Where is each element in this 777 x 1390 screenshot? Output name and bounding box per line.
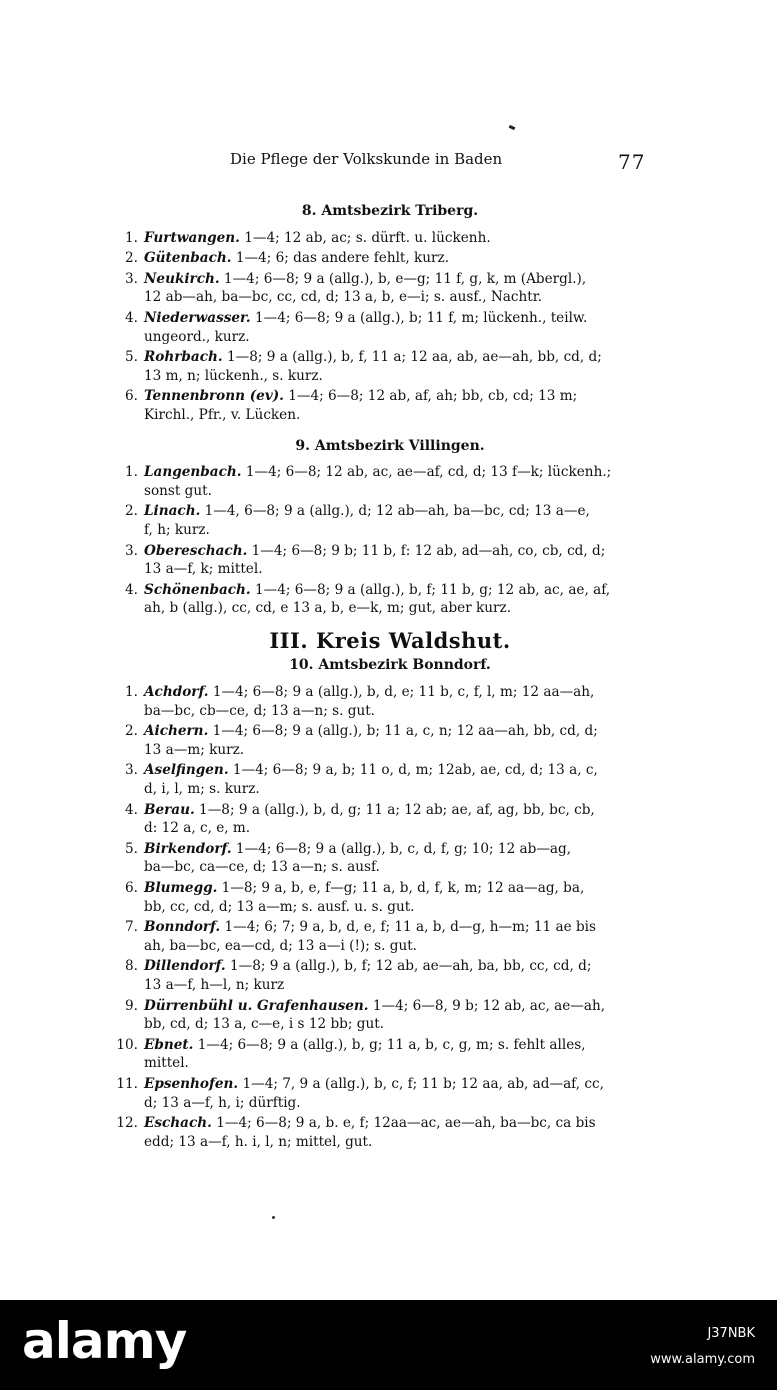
entry-text: 1—4; 12 ab, ac; s. dürft. u. lückenh. <box>239 229 491 246</box>
entry-text: 1—4; 6—8; 9 a (allg.), b, e—g; 11 f, g, k, m (Abergl.), <box>219 270 587 287</box>
list-item <box>110 801 670 838</box>
entry-text: 1—4; 6—8; 12 ab, ac, ae—af, cd, d; 13 f—k; lückenh.; <box>241 464 612 481</box>
list-item <box>110 348 670 385</box>
list-item <box>110 463 670 500</box>
town-name: Gütenbach. <box>144 250 232 267</box>
page-content <box>110 198 670 1153</box>
entry-text: 1—8; 9 a (allg.), b, d, g; 11 a; 12 ab; ae, af, ag, bb, bc, cb, <box>194 801 595 818</box>
entry-text: 1—4; 6—8; 9 a (allg.), b, c, d, f, g; 10; 12 ab—ag, <box>231 840 572 857</box>
watermark-url: www.alamy.com <box>650 1352 755 1367</box>
list-item <box>110 957 670 994</box>
entry-number: 1. <box>125 229 138 246</box>
entry-line <box>144 976 670 995</box>
list-item <box>110 309 670 346</box>
list-item <box>110 918 670 955</box>
entry-number: 2. <box>125 250 138 267</box>
entry-number: 3. <box>125 270 138 287</box>
entry-line <box>144 328 670 347</box>
list-item <box>110 387 670 424</box>
entry-line <box>144 1094 670 1113</box>
entry-line <box>144 780 670 799</box>
stray-mark <box>509 125 516 130</box>
entry-line <box>144 309 670 328</box>
entry-text: 1—4; 6—8; 9 a (allg.), b, d, e; 11 b, c, f, l, m; 12 aa—ah, <box>208 684 595 701</box>
town-name: Dillendorf. <box>144 958 226 975</box>
town-name: Bonndorf. <box>144 919 221 936</box>
entry-line <box>144 819 670 838</box>
section-heading: 9. Amtsbezirk Villingen. <box>295 437 485 454</box>
entry-line <box>144 879 670 898</box>
stray-dot <box>272 1216 275 1219</box>
bonndorf-entries <box>110 683 670 1151</box>
entry-line <box>144 957 670 976</box>
entry-number: 12. <box>116 1115 138 1132</box>
entry-number: 1. <box>125 464 138 481</box>
entry-text: ah, ba—bc, ea—cd, d; 13 a—i (!); s. gut. <box>144 937 417 954</box>
town-name: Blumegg. <box>144 880 218 896</box>
entry-text: 1—4; 6; das andere fehlt, kurz. <box>231 250 450 267</box>
entry-text: mittel. <box>144 1055 189 1072</box>
entry-line <box>144 997 670 1016</box>
entry-number: 4. <box>125 801 138 818</box>
list-item <box>110 1075 670 1112</box>
entry-line <box>144 387 670 406</box>
entry-line <box>144 348 670 367</box>
entry-line <box>144 1075 670 1094</box>
entry-number: 8. <box>125 958 138 975</box>
entry-number: 2. <box>125 723 138 740</box>
section-heading: 8. Amtsbezirk Triberg. <box>301 203 479 219</box>
entry-text: bb, cd, d; 13 a, c—e, i s 12 bb; gut. <box>144 1016 384 1033</box>
town-name: Langenbach. <box>144 464 242 481</box>
list-item <box>110 1036 670 1073</box>
page-number: 77 <box>618 150 646 174</box>
town-name: Tennenbronn (ev). <box>144 388 284 405</box>
entry-number: 5. <box>125 840 138 857</box>
entry-text: 1—4; 6—8, 9 b; 12 ab, ac, ae—ah, <box>368 997 606 1014</box>
list-item <box>110 840 670 877</box>
watermark-logo: alamy <box>22 1312 187 1370</box>
entry-line <box>144 702 670 721</box>
entry-line <box>144 1036 670 1055</box>
entry-text: 1—8; 9 a, b, e, f—g; 11 a, b, d, f, k, m; 12 aa—ag, ba, <box>217 880 585 896</box>
entry-line <box>144 840 670 859</box>
entry-text: 1—4, 6—8; 9 a (allg.), d; 12 ab—ah, ba—bc, cd; 13 a—e, <box>200 503 590 520</box>
list-item <box>110 249 670 268</box>
town-name: Neukirch. <box>144 270 220 287</box>
entry-text: ba—bc, cb—ce, d; 13 a—n; s. gut. <box>144 702 376 719</box>
entry-text: 1—4; 6—8; 9 a (allg.), b, f; 11 b, g; 12 ab, ac, ae, af, <box>250 581 611 598</box>
entry-list <box>110 229 670 425</box>
entry-line <box>144 741 670 760</box>
list-item <box>110 761 670 798</box>
entry-text: ba—bc, ca—ce, d; 13 a—n; s. ausf. <box>144 859 380 876</box>
entry-line <box>144 406 670 425</box>
town-name: Ebnet. <box>144 1036 194 1053</box>
entry-line <box>144 937 670 956</box>
entry-line <box>144 1114 670 1133</box>
entry-text: 1—4; 6—8; 9 a (allg.), b, g; 11 a, b, c, g, m; s. fehlt alles, <box>193 1036 586 1053</box>
list-item <box>110 683 670 720</box>
entry-line <box>144 581 670 600</box>
entry-line <box>144 249 670 268</box>
town-name: Achdorf. <box>144 684 209 701</box>
list-item <box>110 722 670 759</box>
entry-text: 1—4; 6; 7; 9 a, b, d, e, f; 11 a, b, d—g, h—m; 11 ae bis <box>220 919 596 936</box>
entry-line <box>144 722 670 741</box>
section-heading: 10. Amtsbezirk Bonndorf. <box>289 657 491 674</box>
entry-text: 13 a—m; kurz. <box>144 741 245 758</box>
town-name: Schönenbach. <box>144 581 251 598</box>
entry-line <box>144 521 670 540</box>
entry-line <box>144 1015 670 1034</box>
entry-text: 13 a—f, k; mittel. <box>144 561 263 578</box>
entry-text: 1—8; 9 a (allg.), b, f, 11 a; 12 aa, ab, ae—ah, bb, cd, d; <box>222 349 602 366</box>
entry-text: 1—4; 6—8; 9 a (allg.), b; 11 a, c, n; 12 aa—ah, bb, cd, d; <box>208 723 598 740</box>
entry-line <box>144 367 670 386</box>
entry-text: 1—4; 6—8; 12 ab, af, ah; bb, cb, cd; 13 m; <box>283 388 578 405</box>
entry-number: 10. <box>116 1036 138 1053</box>
entry-text: d; 13 a—f, h, i; dürftig. <box>144 1094 301 1111</box>
entry-text: f, h; kurz. <box>144 521 210 538</box>
entry-text: 1—4; 6—8; 9 a, b; 11 o, d, m; 12ab, ae, cd, d; 13 a, c, <box>228 762 598 779</box>
entry-text: 1—4; 6—8; 9 b; 11 b, f: 12 ab, ad—ah, co, cb, cd, d; <box>247 542 606 559</box>
town-name: Eschach. <box>144 1115 212 1132</box>
entry-line <box>144 858 670 877</box>
list-item <box>110 502 670 539</box>
entry-text: 1—8; 9 a (allg.), b, f; 12 ab, ae—ah, ba, bb, cc, cd, d; <box>225 958 592 975</box>
running-title: Die Pflege der Volkskunde in Baden <box>230 150 503 168</box>
entry-number: 11. <box>116 1075 138 1092</box>
list-item <box>110 229 670 248</box>
list-item <box>110 270 670 307</box>
town-name: Dürrenbühl u. Grafenhausen. <box>144 997 369 1014</box>
entry-line <box>144 683 670 702</box>
town-name: Niederwasser. <box>144 309 251 326</box>
entry-number: 6. <box>125 880 138 896</box>
entry-text: Kirchl., Pfr., v. Lücken. <box>144 406 301 423</box>
entry-line <box>144 898 670 917</box>
entry-line <box>144 463 670 482</box>
town-name: Berau. <box>144 801 195 818</box>
entry-text: 1—4; 6—8; 9 a (allg.), b; 11 f, m; lückenh., teilw. <box>250 309 588 326</box>
entry-line <box>144 761 670 780</box>
list-item <box>110 581 670 618</box>
entry-line <box>144 270 670 289</box>
entry-text: ah, b (allg.), cc, cd, e 13 a, b, e—k, m; gut, aber kurz. <box>144 600 512 617</box>
entry-text: d: 12 a, c, e, m. <box>144 820 251 837</box>
entry-text: d, i, l, m; s. kurz. <box>144 781 260 798</box>
entry-number: 9. <box>125 997 138 1014</box>
entry-number: 2. <box>125 503 138 520</box>
town-name: Epsenhofen. <box>144 1075 239 1092</box>
entry-number: 3. <box>125 762 138 779</box>
entry-text: 13 a—f, h—l, n; kurz <box>144 976 285 993</box>
entry-list <box>110 463 670 618</box>
entry-line <box>144 1133 670 1152</box>
entry-text: 12 ab—ah, ba—bc, cc, cd, d; 13 a, b, e—i; s. ausf., Nachtr. <box>144 289 543 306</box>
town-name: Rohrbach. <box>144 349 223 366</box>
entry-line <box>144 542 670 561</box>
entry-line <box>144 288 670 307</box>
entry-text: 13 m, n; lückenh., s. kurz. <box>144 367 323 384</box>
entry-number: 7. <box>125 919 138 936</box>
entry-number: 3. <box>125 542 138 559</box>
entry-text: 1—4; 7, 9 a (allg.), b, c, f; 11 b; 12 aa, ab, ad—af, cc, <box>238 1075 604 1092</box>
entry-line <box>144 482 670 501</box>
entry-line <box>144 229 670 248</box>
entry-line <box>144 918 670 937</box>
entry-number: 6. <box>125 388 138 405</box>
entry-line <box>144 599 670 618</box>
entry-line <box>144 801 670 820</box>
list-item <box>110 997 670 1034</box>
entry-line <box>144 502 670 521</box>
list-item <box>110 1114 670 1151</box>
town-name: Birkendorf. <box>144 840 232 857</box>
entry-number: 1. <box>125 684 138 701</box>
entry-line <box>144 1054 670 1073</box>
entry-line <box>144 560 670 579</box>
town-name: Aichern. <box>144 723 209 740</box>
town-name: Aselfingen. <box>144 762 229 779</box>
entry-text: sonst gut. <box>144 482 212 499</box>
entry-text: bb, cc, cd, d; 13 a—m; s. ausf. u. s. gut. <box>144 898 415 915</box>
entry-text: edd; 13 a—f, h. i, l, n; mittel, gut. <box>144 1133 373 1150</box>
town-name: Linach. <box>144 503 201 520</box>
entry-text: 1—4; 6—8; 9 a, b. e, f; 12aa—ac, ae—ah, ba—bc, ca bis <box>211 1115 596 1132</box>
entry-text: ungeord., kurz. <box>144 328 250 345</box>
town-name: Furtwangen. <box>144 229 240 246</box>
watermark-image-id: J37NBK <box>707 1326 755 1341</box>
town-name: Obereschach. <box>144 542 248 559</box>
entry-number: 4. <box>125 309 138 326</box>
district-sections <box>110 202 670 618</box>
list-item <box>110 879 670 916</box>
entry-number: 5. <box>125 349 138 366</box>
entry-number: 4. <box>125 581 138 598</box>
list-item <box>110 542 670 579</box>
kreis-heading: III. Kreis Waldshut. <box>269 627 511 653</box>
